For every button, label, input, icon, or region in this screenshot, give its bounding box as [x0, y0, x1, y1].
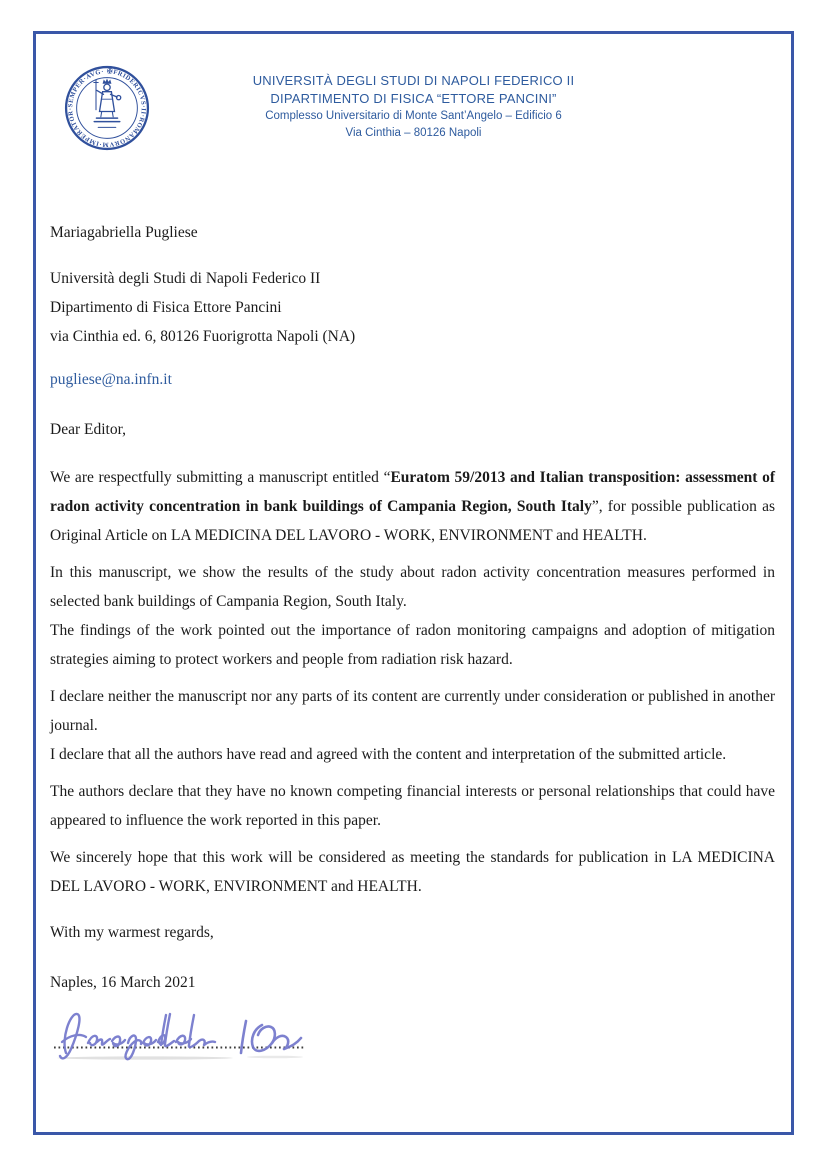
place-and-date: Naples, 16 March 2021 — [50, 974, 196, 991]
paragraph-declaration-authors: I declare that all the authors have read and agreed with the content and interpretation of the submitted article. — [50, 746, 727, 763]
closing-regards: With my warmest regards, — [50, 924, 214, 941]
sender-email-line — [50, 365, 775, 394]
letterhead-department-name: DIPARTIMENTO DI FISICA “ETTORE PANCINI” — [270, 91, 557, 106]
paragraph-declaration-originality: I declare neither the manuscript nor any parts of its content are currently under consideration or published in another journal. — [50, 688, 775, 734]
sender-affiliation-university: Università degli Studi di Napoli Federico II — [50, 270, 321, 287]
salutation: Dear Editor, — [50, 421, 126, 438]
paragraph-submission — [50, 463, 775, 550]
letterhead — [36, 34, 791, 154]
university-seal-logo — [63, 64, 151, 152]
submission-text-before-title: We are respectfully submitting a manuscript entitled “ — [50, 469, 391, 486]
sender-street-address: via Cinthia ed. 6, 80126 Fuorigrotta Napoli (NA) — [50, 328, 356, 345]
manuscript-title: Euratom 59/2013 and Italian transposition: assessment of radon activity concentration in bank buildings of Campania Region, South Italy — [50, 469, 775, 515]
svg-text:✠FRIDERICVS·II·ROMANORVM·IMPER: ✠FRIDERICVS·II·ROMANORVM·IMPERATOR·SEMPER·AVG· — [67, 68, 147, 148]
sender-affiliation-department: Dipartimento di Fisica Ettore Pancini — [50, 299, 282, 316]
paragraph-study-results: In this manuscript, we show the results of the study about radon activity concentration measures performed in selected bank buildings of Campania Region, South Italy. — [50, 564, 775, 610]
paragraph-competing-interests: The authors declare that they have no known competing financial interests or personal relationships that could have appeared to influence the work reported in this paper. — [50, 783, 775, 829]
signature-block — [50, 1001, 340, 1067]
sender-email-link[interactable]: pugliese@na.infn.it — [50, 371, 172, 388]
letter-body — [36, 218, 791, 1067]
paragraph-findings: The findings of the work pointed out the importance of radon monitoring campaigns and adoption of mitigation strategies aiming to protect workers and people from radiation risk hazard. — [50, 622, 775, 668]
handwritten-signature — [50, 1001, 340, 1067]
letterhead-campus-address: Complesso Universitario di Monte Sant’Angelo – Edificio 6 — [265, 110, 562, 122]
sender-name: Mariagabriella Pugliese — [50, 224, 198, 241]
submission-text-after-title: ”, for possible publication as Original Article on LA MEDICINA DEL LAVORO - WORK, ENVIRONMENT and HEALTH. — [50, 498, 775, 544]
letterhead-street-address: Via Cinthia – 80126 Napoli — [345, 127, 482, 139]
page-border-frame — [33, 31, 794, 1135]
paragraph-publication-hope: We sincerely hope that this work will be considered as meeting the standards for publication in LA MEDICINA DEL LAVORO - WORK, ENVIRONMENT and HEALTH. — [50, 849, 775, 895]
letterhead-university-name: UNIVERSITÀ DEGLI STUDI DI NAPOLI FEDERICO II — [252, 73, 575, 88]
